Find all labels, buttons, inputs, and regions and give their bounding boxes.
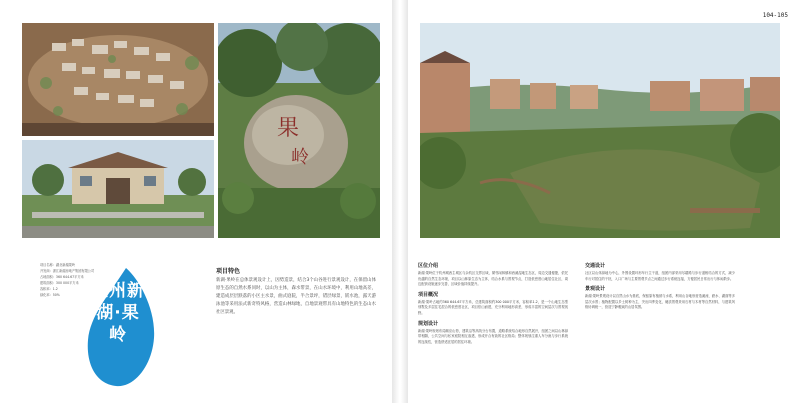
text-column-2 [585,262,735,314]
section-body: 新湖·果岭占地约360 644.67平方米，总建筑面积约300 000平方米，容积率1.2，是一个山地生态型别墅及多层住宅混合的低密度社区，项目依山而建，充分利用地形高差，形成丰富的空间层次与景观视野。 [418,299,568,315]
title-line: 杭州新 [91,281,145,301]
info-line: 占地面积：360 644.67平方米 [40,275,84,279]
section-body: 新湖·果岭景观设计以自然山水为基底，保留原有植被与水系，利用山谷地形营造溪流、跌水、湖面等多层次水景；植物配置以乡土树种为主，突出四季变化，硬质景观采用石材与木材等自然材料，与建筑风格协调统一，营造宁静雅致的山居氛围。 [585,294,735,310]
info-line: 容积率：1.2 [40,287,58,291]
page-gutter [392,0,408,403]
info-line: 建筑面积：300 000平方米 [40,281,79,285]
section-body: 新湖·果岭规划布局顺应山势，建筑沿等高线分台布置，道路系统结合地形自然展开，组团之间以山林绿带相隔，公共空间与私家庭院相互渗透，形成开合有致的社区格局；整体规划注重人车分流与步行系统的连续性，营造舒适宜居的居住环境。 [418,328,568,344]
left-page [0,0,392,403]
section-heading: 规划设计 [418,320,439,327]
section-heading: 交通设计 [585,263,606,269]
intro-body: 新湖·果岭在总体景观设计上，因势造景，结合3个山谷进行景观设计，在保留山体原生态的自然水系同时，以山为主体，森水带景，在山水环境中，利用山地高差，建造成层层跌落的小区主水景，曲式庭院，半合景坪，错层绿景，嵌水池，露天游泳池等采用法式新奇特风格，营造山林绿地，自地景观带具有山地特色的生态山水社区景观。 [216,278,376,315]
section-heading: 景观设计 [585,286,606,293]
photo-engraved-rock [218,23,380,238]
section-heading: 项目概况 [418,291,439,298]
svg-text:岭: 岭 [291,147,309,168]
photo-clubhouse [22,140,214,238]
section-heading: 区位介绍 [418,263,439,269]
photo-site-model [22,23,214,136]
title-line: 湖·果 [96,303,140,323]
section-body: 社区以山体绿地为中心，外围设置环形车行主干道，组团内部采用尽端路与步行道相结合的方式，减少车行对居住的干扰，入口广场与主要景观节点之间通过步行系统连接，方便居民日常出行与休闲散步。 [585,271,735,281]
page-number: 104-105 [762,12,788,19]
section-body: 新湖·果岭位于杭州城西主城区与余杭区交界区域，紧邻闲林镇和西溪湿地生态区，周边交通便捷，依托优越的自然生态环境，项目以山林原生态为主体，结合水系与景观节点，打造低密度山地居住社区，周边配套设施逐步完善，区域价值持续提升。 [418,271,568,287]
info-line: 绿化率：50% [40,293,60,297]
info-line: 开发商：浙江新湖房地产集团有限公司 [40,269,95,273]
svg-text:果: 果 [276,116,300,141]
intro-section [216,266,376,320]
project-title [86,280,150,346]
text-column-1 [418,262,568,348]
intro-heading: 项目特色 [216,268,241,275]
info-line: 项目名称：湖北新湖果岭 [40,263,76,267]
photo-lake-villas [420,23,780,238]
title-line: 岭 [109,325,127,345]
